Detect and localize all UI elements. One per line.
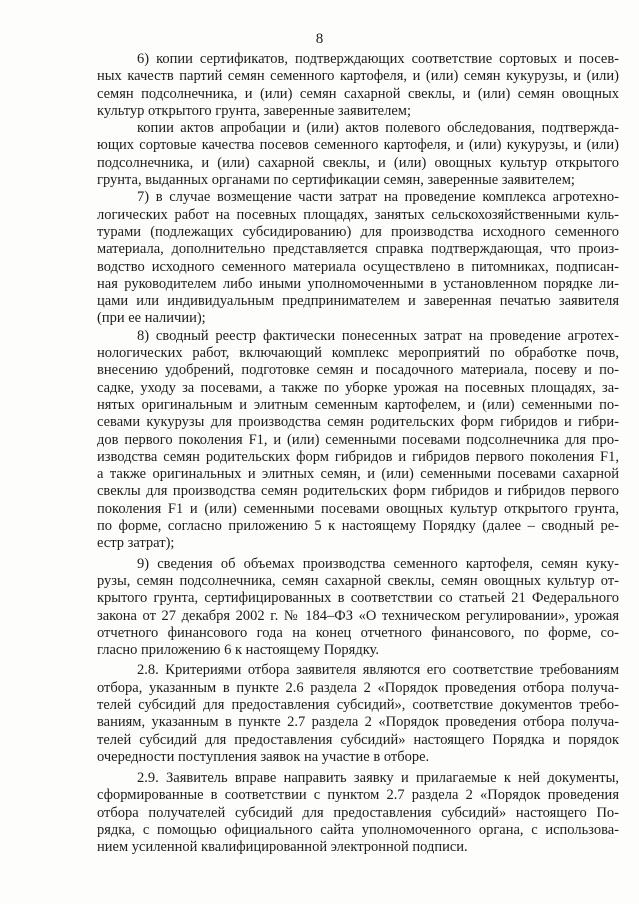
text-line: 7) в случае возмещение части затрат на проведение комплекса агротехно-: [137, 189, 619, 206]
text-line: 9) сведения об объемах производства семенного картофеля, семян куку-: [137, 555, 619, 572]
text-line: копии актов апробации и (или) актов полевого обследования, подтвержда-: [137, 120, 619, 137]
text-line: изводства семян родительских форм гибридов и гибридов первого поколения F1,: [97, 448, 619, 465]
text-line: материала, дополнительно представляется справка подтверждающая, что произ-: [97, 241, 619, 258]
text-line: садке, уходу за посевами, а также по уборке урожая на посевных площадях, за-: [97, 379, 619, 396]
text-line: турами (подлежащих субсидированию) для производства исходного семенного: [97, 223, 619, 240]
text-line: отчетного финансового года на конец отчетного финансового, по форме, со-: [97, 624, 619, 641]
document-body: [97, 51, 619, 857]
text-line: отбора получателей субсидий для предоставления субсидий» настоящего По-: [97, 804, 619, 821]
text-line: севами кукурузы для производства семян родительских форм гибридов и гибри-: [97, 414, 619, 431]
text-line: нологических работ, включающий комплекс мероприятий по обработке почв,: [97, 345, 619, 362]
text-line: цами или индивидуальным предпринимателем и заверенная печатью заявителя: [97, 293, 619, 310]
text-line: ющих сортовые качества посевов семенного картофеля, и (или) кукурузы, и (или): [97, 137, 619, 154]
text-line: сформированные в соответствии с пунктом 2.7 раздела 2 «Порядок проведения: [97, 787, 619, 804]
text-line: грунта, выданных органами по сертификации семян, заверенные заявителем;: [97, 172, 575, 189]
text-line: рядка, с помощью официального сайта уполномоченного органа, с использова-: [97, 822, 619, 839]
text-line: гласно приложению 6 к настоящему Порядку.: [97, 642, 379, 659]
text-line: отбора, указанным в пункте 2.6 раздела 2 «Порядок проведения отбора получа-: [97, 679, 619, 696]
text-line: а также оригинальных и элитных семян, и (или) семенными посевами сахарной: [97, 466, 619, 483]
text-line: крытого грунта, сертифицированных в соответствии со статьей 21 Федерального: [97, 590, 619, 607]
paragraph-item-6: [97, 51, 619, 120]
paragraph-item-8: [97, 328, 619, 553]
text-line: внесению удобрений, подготовке семян и посадочного материала, посеву и по-: [97, 362, 619, 379]
page-number: 8: [315, 31, 324, 47]
text-line: очередности поступления заявок на участие в отборе.: [97, 748, 430, 765]
text-line: ных качеств партий семян семенного картофеля, и (или) семян кукурузы, и (или): [97, 68, 619, 85]
paragraph-item-6-acts: [97, 120, 619, 189]
text-line: по форме, согласно приложению 5 к настоящему Порядку (далее – сводный ре-: [97, 518, 619, 535]
text-line: естр затрат);: [97, 535, 175, 552]
text-line: нятых оригинальным и элитным семенным картофелем, и (или) семенными по-: [97, 396, 619, 413]
text-line: ная руководителем либо иными уполномоченными в установленном порядке ли-: [97, 275, 619, 292]
text-line: нием усиленной квалифицированной электронной подписи.: [97, 839, 468, 856]
text-line: водство исходного семенного материала осуществлено в питомниках, подписан-: [97, 258, 619, 275]
text-line: (при ее наличии);: [97, 310, 206, 327]
paragraph-2-8: [97, 662, 619, 766]
paragraph-item-9: [97, 556, 619, 660]
text-line: свеклы для производства семян родительских форм гибридов и гибридов первого: [97, 483, 619, 500]
text-line: дов первого поколения F1, и (или) семенными посевами подсолнечника для про-: [97, 431, 619, 448]
text-line: культур открытого грунта, заверенные заявителем;: [97, 102, 411, 119]
text-line: поколения F1 и (или) семенными посевами овощных культур открытого грунта,: [97, 500, 619, 517]
text-line: ваниям, указанным в пункте 2.7 раздела 2 «Порядок проведения отбора получа-: [97, 714, 619, 731]
text-line: семян подсолнечника, и (или) семян сахарной свеклы, и (или) семян овощных: [97, 85, 619, 102]
text-line: подсолнечника, и (или) сахарной свеклы, и (или) овощных культур открытого: [97, 154, 619, 171]
text-line: рузы, семян подсолнечника, семян сахарной свеклы, семян овощных культур от-: [97, 572, 619, 589]
paragraph-2-9: [97, 770, 619, 856]
text-line: 2.9. Заявитель вправе направить заявку и прилагаемые к ней документы,: [137, 770, 619, 787]
text-line: телей субсидий для предоставления субсидий», соответствие документов требо-: [97, 696, 619, 713]
text-line: 6) копии сертификатов, подтверждающих соответствие сортовых и посев-: [137, 51, 619, 67]
text-line: 2.8. Критериями отбора заявителя являются его соответствие требованиям: [137, 662, 619, 679]
text-line: логических работ на посевных площадях, занятых сельскохозяйственными куль-: [97, 206, 619, 223]
text-line: закона от 27 декабря 2002 г. № 184–ФЗ «О техническом регулировании», урожая: [97, 607, 619, 624]
text-line: 8) сводный реестр фактически понесенных затрат на проведение агротех-: [137, 327, 619, 344]
text-line: телей субсидий для предоставления субсидий» настоящего Порядка и порядок: [97, 731, 619, 748]
paragraph-item-7: [97, 189, 619, 327]
